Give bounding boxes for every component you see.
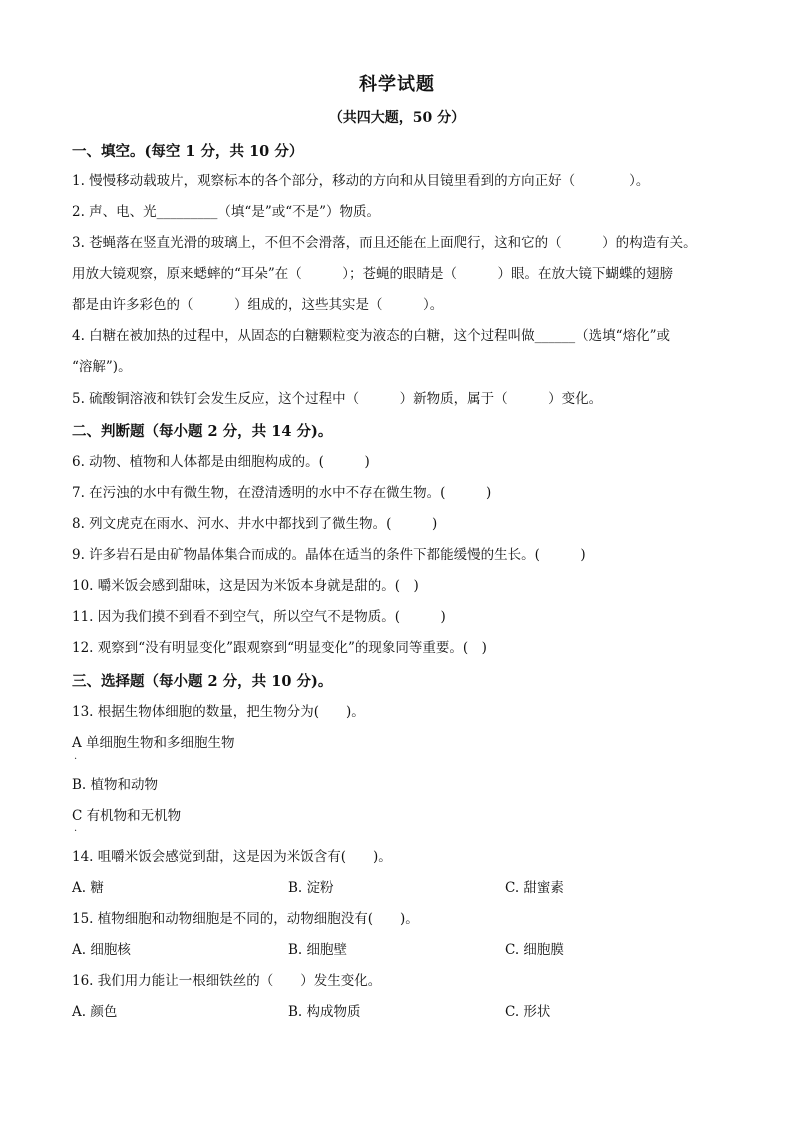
section-heading-fill-blank: 一、填空。(每空 1 分，共 10 分）	[72, 143, 304, 160]
question-15-option-b: B. 细胞壁	[288, 942, 348, 958]
question-2: 2. 声、电、光_________（填“是”或“不是”）物质。	[72, 204, 381, 220]
stray-mark: ·	[74, 754, 78, 765]
question-14: 14. 咀嚼米饭会感觉到甜，这是因为米饭含有( )。	[72, 849, 392, 865]
question-14-option-a: A. 糖	[72, 880, 104, 896]
question-9: 9. 许多岩石是由矿物晶体集合而成的。晶体在适当的条件下都能缓慢的生长。( )	[72, 547, 586, 563]
question-7: 7. 在污浊的水中有微生物，在澄清透明的水中不存在微生物。( )	[72, 485, 492, 501]
question-3-line-1: 3. 苍蝇落在竖直光滑的玻璃上，不但不会滑落，而且还能在上面爬行，这和它的（ ）的构造有关。	[72, 235, 697, 251]
question-13-option-b: B. 植物和动物	[72, 777, 159, 793]
question-15: 15. 植物细胞和动物细胞是不同的，动物细胞没有( )。	[72, 911, 419, 927]
question-1: 1. 慢慢移动载玻片，观察标本的各个部分，移动的方向和从目镜里看到的方向正好（ ）。	[72, 173, 650, 189]
question-16-option-c: C. 形状	[505, 1004, 551, 1020]
question-13-option-c: C 有机物和无机物	[72, 808, 182, 824]
question-8: 8. 列文虎克在雨水、河水、井水中都找到了微生物。( )	[72, 516, 438, 532]
page-title: 科学试题	[359, 74, 435, 95]
question-15-option-c: C. 细胞膜	[505, 942, 564, 958]
stray-mark: ·	[74, 826, 78, 837]
question-14-option-b: B. 淀粉	[288, 880, 334, 896]
question-4-line-1: 4. 白糖在被加热的过程中，从固态的白糖颗粒变为液态的白糖，这个过程叫做______（选填“熔化”或	[72, 328, 670, 344]
question-16-option-a: A. 颜色	[72, 1004, 118, 1020]
page-subtitle: （共四大题，50 分）	[328, 110, 466, 126]
section-heading-multiple-choice: 三、选择题（每小题 2 分，共 10 分)。	[72, 673, 333, 690]
question-12: 12. 观察到“没有明显变化”跟观察到“明显变化”的现象同等重要。( )	[72, 640, 487, 656]
question-13-option-a: A 单细胞生物和多细胞生物	[72, 735, 235, 751]
question-10: 10. 嚼米饭会感到甜味，这是因为米饭本身就是甜的。( )	[72, 578, 419, 594]
question-15-option-a: A. 细胞核	[72, 942, 131, 958]
question-6: 6. 动物、植物和人体都是由细胞构成的。( )	[72, 454, 370, 470]
question-16-option-b: B. 构成物质	[288, 1004, 361, 1020]
question-5: 5. 硫酸铜溶液和铁钉会发生反应，这个过程中（ ）新物质，属于（ ）变化。	[72, 391, 603, 407]
question-11: 11. 因为我们摸不到看不到空气，所以空气不是物质。( )	[72, 609, 446, 625]
question-3-line-3: 都是由许多彩色的（ ）组成的，这些其实是（ ）。	[72, 297, 444, 313]
question-14-option-c: C. 甜蜜素	[505, 880, 564, 896]
question-13: 13. 根据生物体细胞的数量，把生物分为( )。	[72, 704, 365, 720]
section-heading-true-false: 二、判断题（每小题 2 分，共 14 分)。	[72, 423, 333, 440]
question-16: 16. 我们用力能让一根细铁丝的（ ）发生变化。	[72, 973, 382, 989]
question-4-line-2: “溶解”)。	[72, 359, 132, 375]
question-3-line-2: 用放大镜观察，原来蟋蟀的“耳朵”在（ ）；苍蝇的眼睛是（ ）眼。在放大镜下蝴蝶的翅膀	[72, 266, 674, 282]
